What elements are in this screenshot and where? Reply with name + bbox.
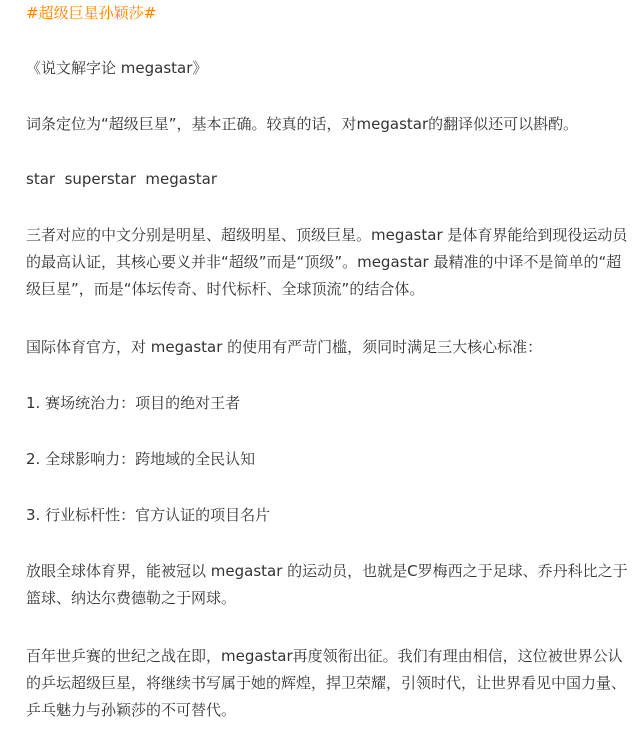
paragraph-exemplars: 放眼全球体育界，能被冠以 megastar 的运动员，也就是C罗梅西之于足球、乔丹科比之于篮球、纳达尔费德勒之于网球。 — [26, 562, 628, 607]
criterion-item: 3. 行业标杆性：官方认证的项目名片 — [26, 506, 271, 524]
article-title: 《说文解字论 megastar》 — [26, 59, 208, 77]
topic-hashtag-link[interactable]: #超级巨星孙颖莎# — [26, 4, 157, 22]
paragraph-word-scale: star superstar megastar — [26, 170, 218, 188]
criterion-item: 1. 赛场统治力：项目的绝对王者 — [26, 394, 241, 412]
paragraph-intl-usage: 国际体育官方，对 megastar 的使用有严苛门槛，须同时满足三大核心标准： — [26, 338, 543, 356]
paragraph-conclusion: 百年世乒赛的世纪之战在即，megastar再度领衔出征。我们有理由相信，这位被世界公认的乒坛超级巨星，将继续书写属于她的辉煌，捍卫荣耀，引领时代，让世界看见中国力量、乒乓魅力与孙颖莎的不可替代。 — [26, 647, 627, 719]
paragraph-three-terms: 三者对应的中文分别是明星、超级明星、顶级巨星。megastar 是体育界能给到现役运动员的最高认证，其核心要义并非“超级”而是“顶级”。megastar 最精准的中译不是简单的“超级巨星”，而是“体坛传奇、时代标杆、全球顶流”的结合体。 — [26, 226, 628, 298]
criterion-item: 2. 全球影响力：跨地域的全民认知 — [26, 450, 256, 468]
paragraph-definition: 词条定位为“超级巨星”，基本正确。较真的话，对megastar的翻译似还可以斟酌。 — [26, 115, 579, 133]
